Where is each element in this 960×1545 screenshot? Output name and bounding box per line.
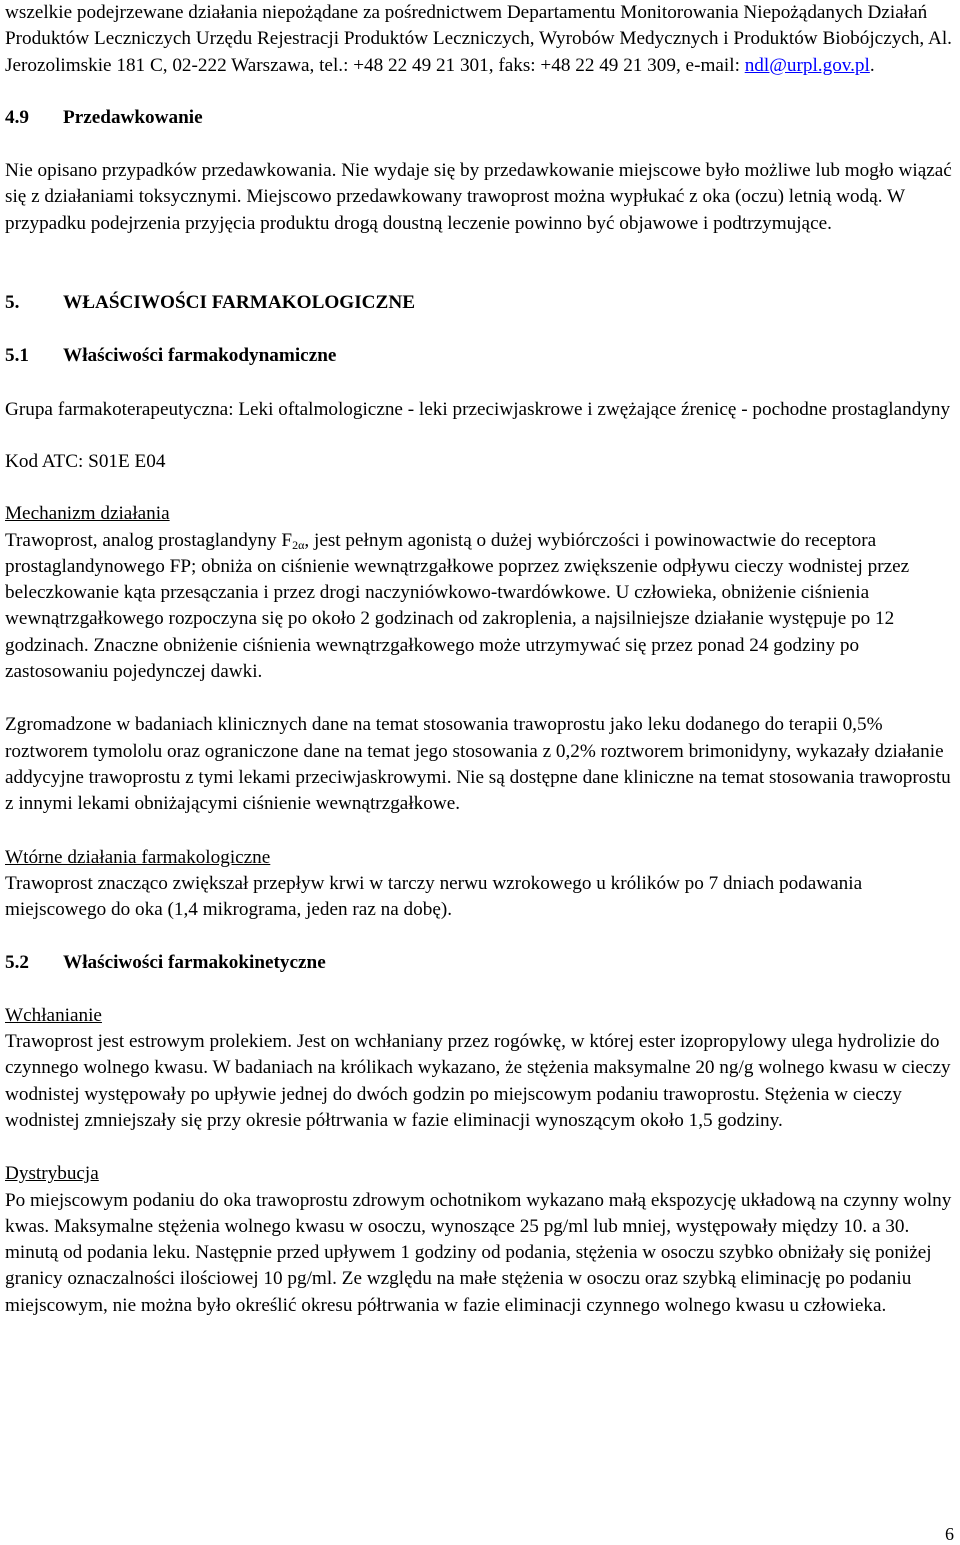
section-number: 5. <box>5 292 20 314</box>
section-number: 5.2 <box>5 952 29 974</box>
distribution-subheading: Dystrybucja <box>5 1163 99 1185</box>
overdose-paragraph: Nie opisano przypadków przedawkowania. Nie wydaje się by przedawkowanie miejscowe było możliwe lub mogło wiązać się z działaniami toksycznymi. Miejscowo przedawkowany trawoprost można wypłukać z oka (oczu) letnią wodą. W przypadku podejrzenia przyjęcia produktu drogą doustną leczenie powinno być objawowe i podtrzymujące. <box>5 160 952 234</box>
pharmacotherapeutic-group-paragraph: Grupa farmakoterapeutyczna: Leki oftalmologiczne - leki przeciwjaskrowe i zwężające źrenicę - pochodne prostaglandyny <box>5 398 951 420</box>
mechanism-text-rest: , jest pełnym agonistą o dużej wybiórczości i powinowactwie do receptora prostaglandynowego FP; obniża on ciśnienie wewnątrzgałkowe poprzez zwiększenie odpływu cieczy wodnistej przez beleczkowanie kąta przesączania i przez drogi naczyniówkowo-twardówkowe. U człowieka, obniżenie ciśnienia wewnątrzgałkowego rozpoczyna się po około 2 godzinach od zakroplenia, a najsilniejsze działanie występuje po 12 godzinach. Znaczne obniżenie ciśnienia wewnątrzgałkowego może utrzymywać się przez ponad 24 godziny po zastosowaniu pojedynczej dawki. <box>5 529 910 683</box>
absorption-subheading: Wchłanianie <box>5 1004 102 1026</box>
page-number: 6 <box>945 1524 954 1544</box>
adverse-reporting-paragraph <box>5 0 953 79</box>
mechanism-subscript: 2α <box>292 537 305 552</box>
section-5-heading <box>5 290 953 316</box>
atc-code-paragraph: Kod ATC: S01E E04 <box>5 450 166 472</box>
secondary-effects-subheading: Wtórne działania farmakologiczne <box>5 846 271 868</box>
section-title: Przedawkowanie <box>63 106 203 128</box>
section-5-2-heading <box>5 950 953 976</box>
distribution-paragraph: Po miejscowym podaniu do oka trawoprostu zdrowym ochotnikom wykazano małą ekspozycję układową na czynny wolny kwas. Maksymalne stężenia wolnego kwasu w osoczu, wynoszące 25 pg/ml lub mniej, występowały między 10. a 30. minutą od podania leku. Następnie przed upływem 1 godziny od podania, stężenia w osoczu szybko obniżały się poniżej granicy oznaczalności ilościowej 10 pg/ml. Ze względu na małe stężenia w osoczu oraz szybką eliminację po podaniu miejscowym, nie można było określić okresu półtrwania w fazie eliminacji czynnego wolnego kwasu u człowieka. <box>5 1189 952 1316</box>
clinical-data-paragraph: Zgromadzone w badaniach klinicznych dane na temat stosowania trawoprostu jako leku dodanego do terapii 0,5% roztworem tymololu oraz ograniczone dane na temat jego stosowania z 0,2% roztworem brimonidyny, wykazały działanie addycyjne trawoprostu z tymi lekami przeciwjaskrowymi. Nie są dostępne dane kliniczne na temat stosowania trawoprostu z innymi lekami obniżającymi ciśnienie wewnątrzgałkowe. <box>5 714 951 815</box>
section-5-1-heading <box>5 343 953 369</box>
mechanism-subheading: Mechanizm działania <box>5 503 170 525</box>
mechanism-text-start: Trawoprost, analog prostaglandyny F <box>5 529 293 551</box>
adverse-reporting-text: wszelkie podejrzewane działania niepożądane za pośrednictwem Departamentu Monitorowania Niepożądanych Działań Produktów Leczniczych Urzędu Rejestracji Produktów Leczniczych, Wyrobów Medycznych i Produktów Biobójczych, Al. Jerozolimskie 181 C, 02-222 Warszawa, tel.: +48 22 49 21 301, faks: +48 22 49 21 309, e-mail: <box>5 2 952 76</box>
section-title: Właściwości farmakokinetyczne <box>63 952 326 974</box>
mechanism-paragraph <box>5 528 953 686</box>
absorption-paragraph: Trawoprost jest estrowym prolekiem. Jest on wchłaniany przez rogówkę, w której ester izopropylowy ulega hydrolizie do czynnego wolnego kwasu. W badaniach na królikach wykazano, że stężenia maksymalne 20 ng/g wolnego kwasu w cieczy wodnistej występowały po upływie jednej do dwóch godzin po miejscowym podaniu trawoprostu. Stężenia w cieczy wodnistej zmniejszały się przy okresie półtrwania w fazie eliminacji wynoszącym około 1,5 godziny. <box>5 1031 951 1131</box>
secondary-effects-paragraph: Trawoprost znacząco zwiększał przepływ krwi w tarczy nerwu wzrokowego u królików po 7 dniach podawania miejscowego do oka (1,4 mikrograma, jeden raz na dobę). <box>5 872 863 921</box>
document-page <box>5 0 953 1319</box>
section-4-9-heading <box>5 105 953 131</box>
section-title: Właściwości farmakodynamiczne <box>63 345 337 367</box>
section-number: 5.1 <box>5 345 29 367</box>
email-link[interactable]: ndl@urpl.gov.pl <box>744 54 870 76</box>
section-number: 4.9 <box>5 106 29 128</box>
adverse-reporting-end: . <box>869 54 875 76</box>
section-title: WŁAŚCIWOŚCI FARMAKOLOGICZNE <box>63 292 415 314</box>
